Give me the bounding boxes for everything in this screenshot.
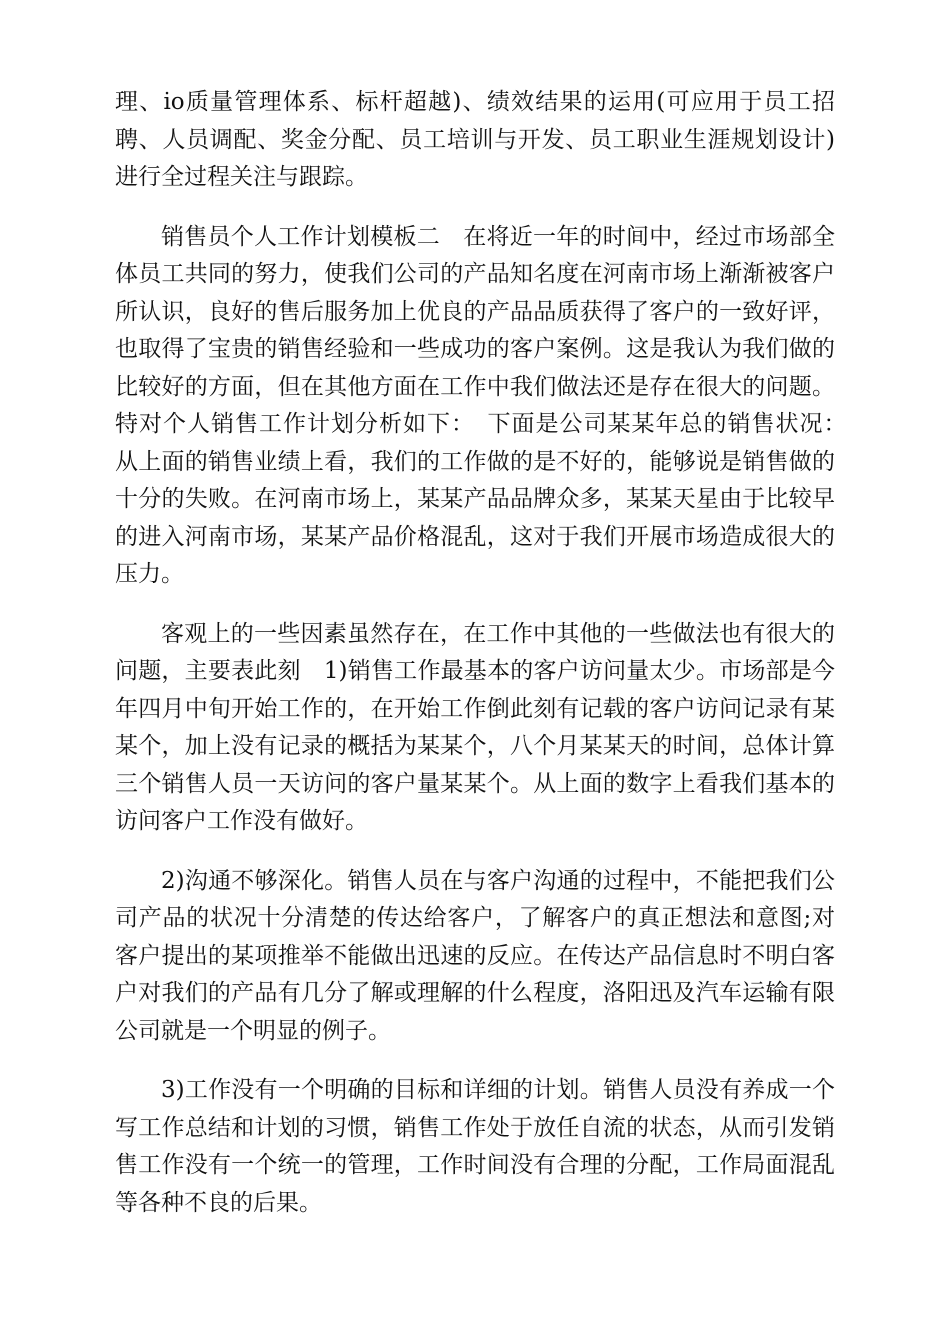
paragraph-objective-factors: 客观上的一些因素虽然存在，在工作中其他的一些做法也有很大的问题，主要表此刻 1)销售工作最基本的客户访问量太少。市场部是今年四月中旬开始工作的，在开始工作倒此刻有记载的客户访问记录有某某个，加上没有记录的概括为某某个，八个月某某天的时间，总体计算三个销售人员一天访问的客户量某某个。从上面的数字上看我们基本的访问客户工作没有做好。 [115, 620, 835, 834]
document-page [115, 84, 858, 1244]
paragraph-communication: 2)沟通不够深化。销售人员在与客户沟通的过程中，不能把我们公司产品的状况十分清楚的传达给客户，了解客户的真正想法和意图;对客户提出的某项推举不能做出迅速的反应。在传达产品信息时不明白客户对我们的产品有几分了解或理解的什么程度，洛阳迅及汽车运输有限公司就是一个明显的例子。 [115, 867, 835, 1044]
paragraph-no-clear-goal: 3)工作没有一个明确的目标和详细的计划。销售人员没有养成一个写工作总结和计划的习惯，销售工作处于放任自流的状态，从而引发销售工作没有一个统一的管理，工作时间没有合理的分配，工作局面混乱等各种不良的后果。 [115, 1077, 835, 1216]
paragraph-sales-plan-template: 销售员个人工作计划模板二 在将近一年的时间中，经过市场部全体员工共同的努力，使我们公司的产品知名度在河南市场上渐渐被客户所认识，良好的售后服务加上优良的产品品质获得了客户的一致好评，也取得了宝贵的销售经验和一些成功的客户案例。这是我认为我们做的比较好的方面，但在其他方面在工作中我们做法还是存在很大的问题。特对个人销售工作计划分析如下： 下面是公司某某年总的销售状况： 从上面的销售业绩上看，我们的工作做的是不好的，能够说是销售做的十分的失败。在河南市场上，某某产品品牌众多，某某天星由于比较早的进入河南市场，某某产品价格混乱，这对于我们开展市场造成很大的压力。 [115, 223, 858, 587]
paragraph-continuation: 理、io质量管理体系、标杆超越)、绩效结果的运用(可应用于员工招聘、人员调配、奖金分配、员工培训与开发、员工职业生涯规划设计)进行全过程关注与跟踪。 [115, 89, 835, 190]
